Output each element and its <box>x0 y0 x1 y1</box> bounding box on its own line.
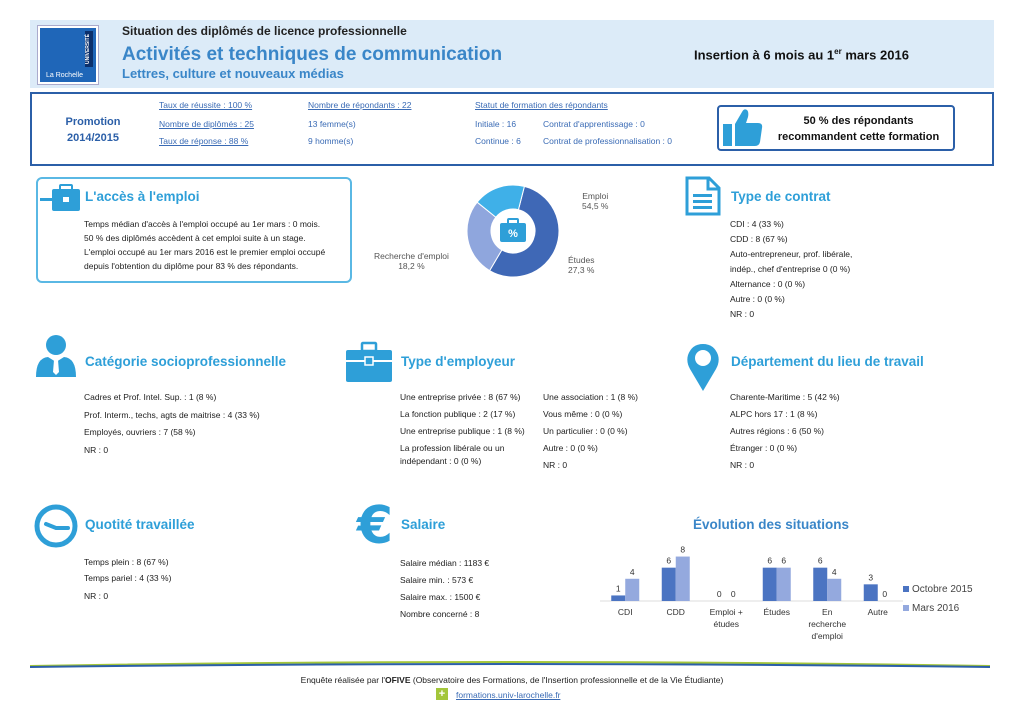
departement-list: Charente-Maritime : 5 (42 %) ALPC hors 17 : 1 (8 %) Autres régions : 6 (50 %) Étranger : 0 (0 %) NR : 0 <box>730 392 840 470</box>
thumbs-up-icon <box>720 106 766 150</box>
statut-formation-link[interactable]: Statut de formation des répondants <box>475 100 608 110</box>
promotion-label: Promotion 2014/2015 <box>65 116 121 144</box>
briefcase-arrow-icon <box>38 183 82 213</box>
taux-reussite-link[interactable]: Taux de réussite : 100 % <box>159 100 253 110</box>
legend-swatch-1 <box>903 605 909 611</box>
bar-value-label: 6 <box>666 555 672 566</box>
category-label: études <box>713 619 740 629</box>
logo-city-text: La Rochelle <box>46 72 83 79</box>
bar-1-4 <box>827 579 841 601</box>
footer-text: Enquête réalisée par l'OFIVE (Observatoire des Formations, de l'Insertion professionnelle et de la Vie Étudiante) <box>300 675 724 685</box>
bar-0-1 <box>662 568 676 601</box>
salaire-list: Salaire médian : 1183 € Salaire min. : 573 € Salaire max. : 1500 € Nombre concerné : 8 <box>400 558 490 619</box>
bar-1-1 <box>676 557 690 601</box>
bar-value-label: 0 <box>730 589 736 599</box>
continue-count: Continue : 6 <box>475 136 521 146</box>
categorie-title: Catégorie socioprofessionnelle <box>85 354 287 369</box>
employeur-list-1: Une entreprise privée : 8 (67 %) La fonction publique : 2 (17 %) Une entreprise publique : 1 (8 %) La profession libérale ou un indépendant : 0 (0 %) <box>400 392 525 466</box>
initiale-count: Initiale : 16 <box>475 119 517 129</box>
hommes-count: 9 homme(s) <box>308 136 354 146</box>
category-label: Emploi + <box>709 607 743 617</box>
insertion-date: Insertion à 6 mois au 1er mars 2016 <box>694 47 909 63</box>
category-label: CDI <box>617 607 633 617</box>
document-title: Activités et techniques de communication <box>122 44 503 65</box>
acces-emploi-title: L'accès à l'emploi <box>85 189 200 204</box>
category-label: recherche <box>808 619 847 629</box>
bar-value-label: 1 <box>615 583 621 594</box>
logo-vertical-text: UNIVERSITÉ <box>85 31 93 67</box>
femmes-count: 13 femme(s) <box>308 119 356 129</box>
recommendation-text: 50 % des répondants recommandent cette formation <box>777 115 940 143</box>
footer-wave <box>30 660 990 668</box>
bar-1-0 <box>625 579 639 601</box>
bar-0-5 <box>864 584 878 601</box>
quotite-list: Temps plein : 8 (67 %) Temps pariel : 4 (33 %) NR : 0 <box>84 557 172 601</box>
nombre-diplomes-link[interactable]: Nombre de diplômés : 25 <box>159 119 254 129</box>
euro-icon <box>355 500 395 548</box>
donut-label-etudes: Études 27,3 % <box>568 255 595 275</box>
bar-value-label: 3 <box>868 572 874 583</box>
document-subtitle: Lettres, culture et nouveaux médias <box>122 66 344 81</box>
legend-swatch-0 <box>903 586 909 592</box>
bar-value-label: 4 <box>831 566 837 577</box>
type-contrat-title: Type de contrat <box>731 189 831 204</box>
clock-icon <box>34 504 78 548</box>
bar-value-label: 6 <box>767 555 773 566</box>
category-label: Autre <box>867 607 888 617</box>
evolution-bar-chart <box>590 540 990 650</box>
type-employeur-title: Type d'employeur <box>401 354 515 369</box>
employeur-list-2: Une association : 1 (8 %) Vous même : 0 (0 %) Un particulier : 0 (0 %) Autre : 0 (0 %) NR : 0 <box>543 392 638 470</box>
bar-value-label: 0 <box>716 589 722 599</box>
nombre-repondants-link[interactable]: Nombre de répondants : 22 <box>308 100 412 110</box>
legend-label-0: Octobre 2015 <box>912 584 973 595</box>
bar-value-label: 8 <box>680 544 686 555</box>
plus-icon: + <box>436 688 448 700</box>
evolution-title: Évolution des situations <box>693 517 850 532</box>
categorie-list: Cadres et Prof. Intel. Sup. : 1 (8 %) Prof. Interm., techs, agts de maitrise : 4 (33 %) Employés, ouvriers : 7 (58 %) NR : 0 <box>84 392 260 455</box>
legend-label-1: Mars 2016 <box>912 603 960 614</box>
type-contrat-list: CDI : 4 (33 %) CDD : 8 (67 %) Auto-entrepreneur, prof. libérale, indép., chef d'entreprise 0 (0 %) Alternance : 0 (0 %) Autre : 0 (0 %) NR : 0 <box>730 219 853 319</box>
footer-website-link[interactable]: formations.univ-larochelle.fr <box>456 690 561 700</box>
bar-value-label: 4 <box>629 566 635 577</box>
donut-label-recherche: Recherche d'emploi 18,2 % <box>374 251 449 271</box>
bar-value-label: 0 <box>882 589 888 599</box>
departement-title: Département du lieu de travail <box>731 354 924 369</box>
briefcase-percent-icon <box>494 212 532 250</box>
category-label: En <box>822 607 833 617</box>
apprentissage-count: Contrat d'apprentissage : 0 <box>543 119 645 129</box>
document-icon <box>684 175 722 217</box>
svg-text:%: % <box>508 228 518 240</box>
bar-value-label: 6 <box>781 555 787 566</box>
location-pin-icon <box>686 342 720 392</box>
bar-1-3 <box>777 568 791 601</box>
donut-label-emploi: Emploi 54,5 % <box>582 191 609 211</box>
svg-text:€: € <box>356 500 394 548</box>
university-logo <box>38 26 98 84</box>
professionnalisation-count: Contrat de professionnalisation : 0 <box>543 136 672 146</box>
category-label: d'emploi <box>811 631 843 641</box>
salaire-title: Salaire <box>401 517 446 532</box>
person-icon <box>34 334 78 378</box>
document-supertitle: Situation des diplômés de licence professionnelle <box>122 24 407 38</box>
bar-0-3 <box>763 568 777 601</box>
bar-value-label: 6 <box>817 555 823 566</box>
acces-emploi-text: Temps médian d'accès à l'emploi occupé au 1er mars : 0 mois. 50 % des diplômés accèdent à cet emploi suite à un stage. L'emploi occupé au 1er mars 2016 est le premier emploi occupé depuis l'obtention du diplôme pour 83 % des répondants. <box>84 219 326 271</box>
bar-0-0 <box>611 595 625 601</box>
bar-0-4 <box>813 568 827 601</box>
category-label: CDD <box>666 607 685 617</box>
briefcase-icon <box>345 341 393 383</box>
taux-reponse-link[interactable]: Taux de réponse : 88 % <box>159 136 249 146</box>
category-label: Études <box>763 607 790 617</box>
quotite-title: Quotité travaillée <box>85 517 195 532</box>
